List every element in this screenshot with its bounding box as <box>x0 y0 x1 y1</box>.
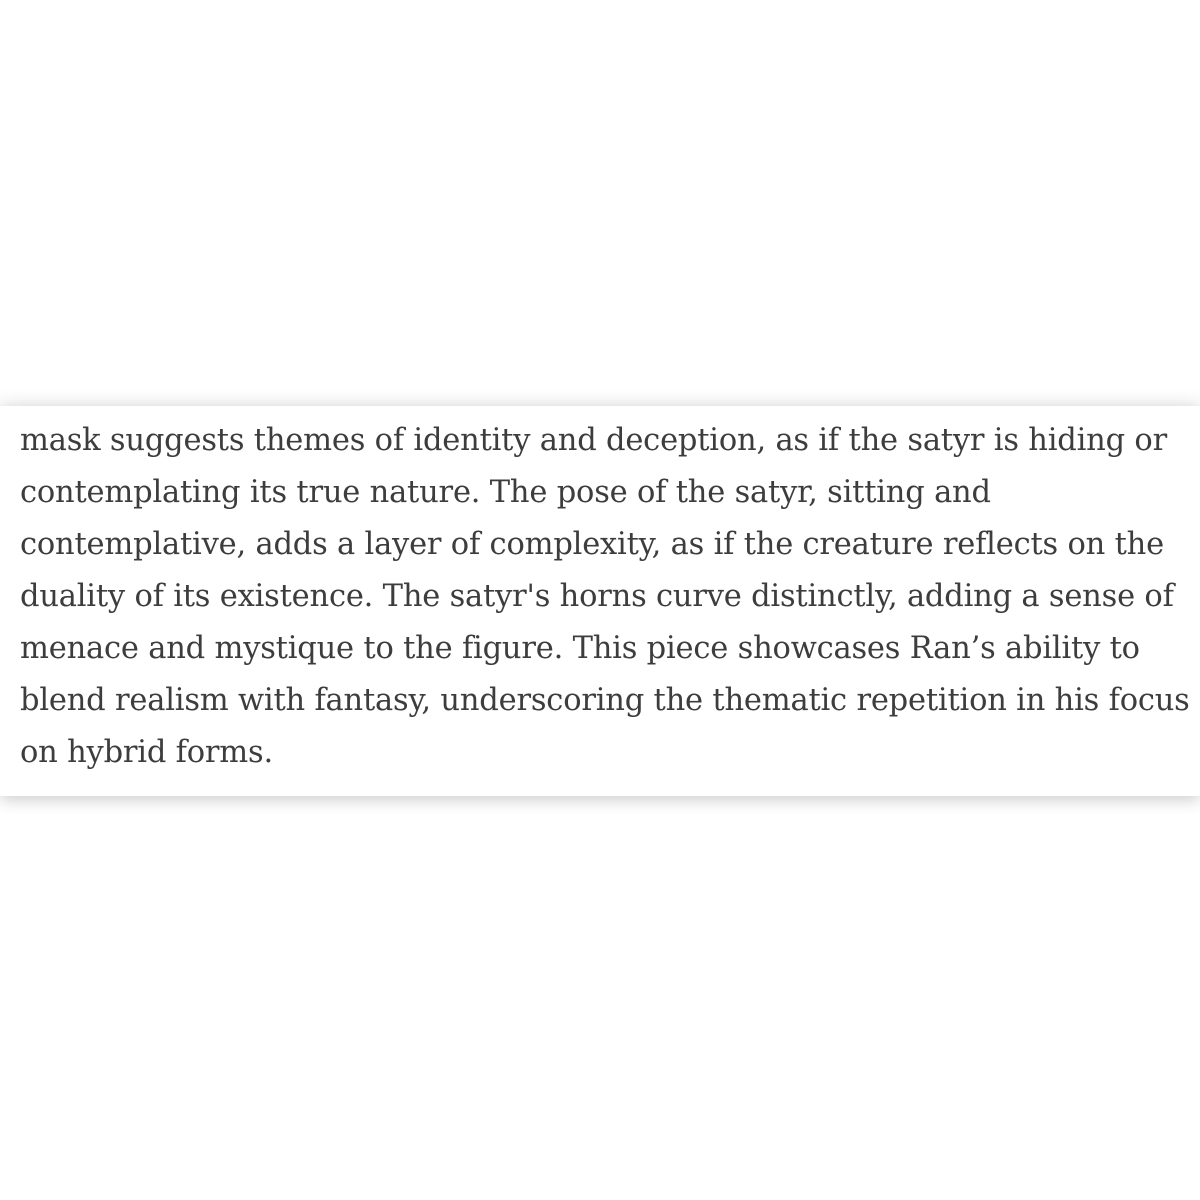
paragraph-line-3: contemplative, adds a layer of complexity, as if the creature reflects on the <box>20 527 1164 562</box>
paragraph-line-5: menace and mystique to the figure. This piece showcases Ran’s ability to <box>20 631 1140 666</box>
article-text-card <box>0 406 1200 796</box>
paragraph-line-6: blend realism with fantasy, underscoring the thematic repetition in his focus <box>20 683 1190 718</box>
paragraph-line-2: contemplating its true nature. The pose of the satyr, sitting and <box>20 475 991 510</box>
paragraph-line-1: mask suggests themes of identity and deception, as if the satyr is hiding or <box>20 423 1167 458</box>
paragraph-line-7: on hybrid forms. <box>20 735 273 770</box>
paragraph-line-4: duality of its existence. The satyr's horns curve distinctly, adding a sense of <box>20 579 1174 614</box>
